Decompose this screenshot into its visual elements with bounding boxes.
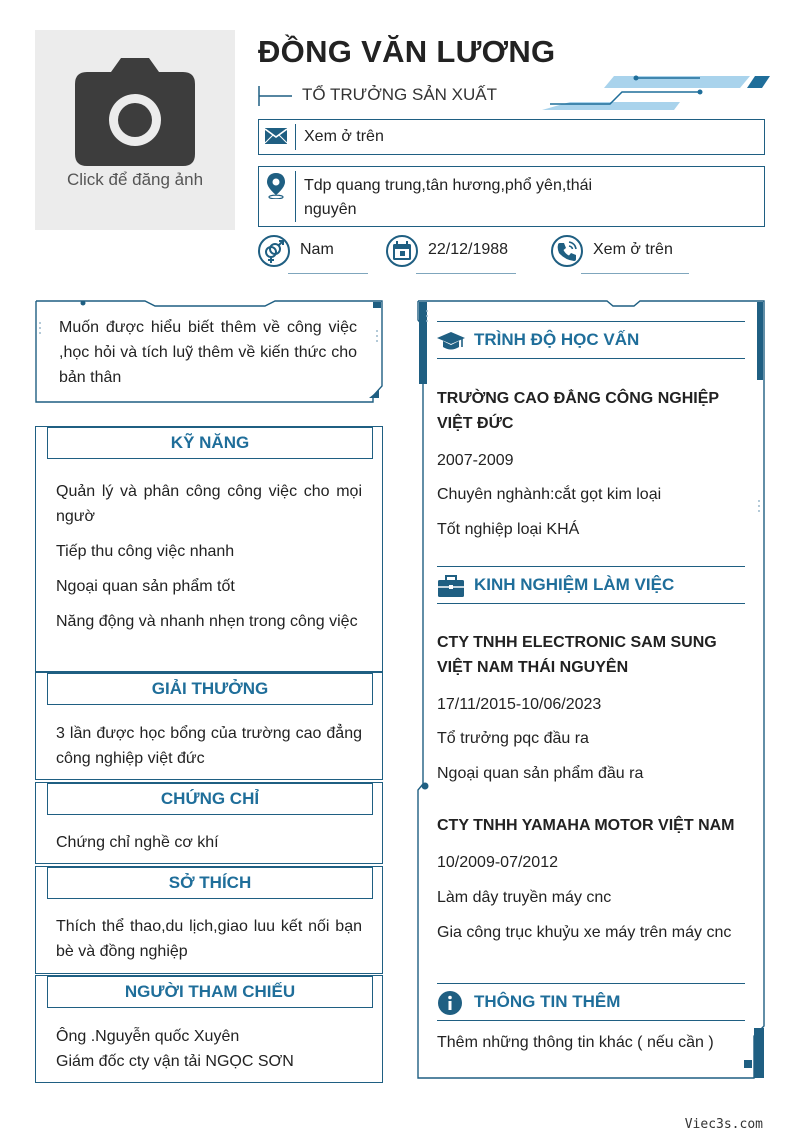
email-field[interactable] [258,119,765,155]
phone-icon-circle [551,235,583,267]
address-separator [295,171,296,222]
avatar-placeholder[interactable] [35,30,235,230]
job-title: TỔ TRƯỞNG SẢN XUẤT [302,85,498,104]
objective-text: Muốn được hiểu biết thêm về công việc ,học hỏi và tích luỹ thêm về kiến thức cho bản thân [59,319,357,386]
list-item: Chứng chỉ nghề cơ khí [56,834,219,851]
gender-value: Nam [300,241,334,258]
birthday-field[interactable] [386,235,521,275]
info-icon [437,990,465,1016]
experience-header [437,566,745,604]
email-value: Xem ở trên [304,128,384,145]
awards-list [56,721,362,771]
reference-line: Giám đốc cty vận tải NGỌC SƠN [56,1053,294,1070]
hobbies-list [56,914,362,964]
list-item: Tiếp thu công việc nhanh [56,543,235,560]
job-period: 10/2009-07/2012 [437,854,558,871]
experience-title: KINH NGHIỆM LÀM VIỆC [474,575,675,594]
extra-info-title: THÔNG TIN THÊM [474,992,621,1011]
phone-value: Xem ở trên [593,241,673,258]
awards-section [35,672,383,780]
references-title: NGƯỜI THAM CHIẾU [47,976,373,1008]
photo-caption: Click để đăng ảnh [66,170,204,189]
header-circuit-decoration [540,74,770,114]
certificates-title: CHỨNG CHỈ [47,783,373,815]
certificates-list [56,830,362,855]
awards-title: GIẢI THƯỞNG [47,673,373,705]
education-grade: Tốt nghiệp loại KHÁ [437,521,580,538]
list-item: Thích thể thao,du lịch,giao luu kết nối bạn bè và đồng nghiệp [56,918,362,960]
job-detail: Tổ trưởng pqc đầu ra [437,730,589,747]
list-item: Quản lý và phân công công việc cho mọi ngườ [56,483,362,525]
birthday-value: 22/12/1988 [428,241,509,258]
phone-field[interactable] [551,235,701,275]
list-item: Ngoại quan sản phẩm tốt [56,578,235,595]
education-period: 2007-2009 [437,452,514,469]
full-name: ĐỒNG VĂN LƯƠNG [258,34,556,69]
job-period: 17/11/2015-10/06/2023 [437,696,602,713]
list-item: Năng động và nhanh nhẹn trong công việc [56,613,358,630]
education-header [437,321,745,359]
references-list [56,1024,362,1074]
reference-line: Ông .Nguyễn quốc Xuyên [56,1028,240,1045]
skills-title: KỸ NĂNG [47,427,373,459]
job-detail: Gia công trục khuỷu xe máy trên máy cnc [437,924,732,941]
briefcase-icon [437,573,465,599]
email-icon [265,127,287,145]
gender-icon [260,237,288,265]
gender-icon-circle [258,235,290,267]
gender-field[interactable] [258,235,368,275]
title-line-decoration [258,86,292,106]
phone-underline [581,273,689,274]
address-value: Tdp quang trung,tân hương,phổ yên,thái nguyên [304,177,593,218]
references-section [35,975,383,1083]
footer-watermark: Viec3s.com [684,1117,763,1132]
list-item: 3 lần được học bổng của trường cao đẳng công nghiệp việt đức [56,725,362,767]
job-company: CTY TNHH ELECTRONIC SAM SUNG VIỆT NAM THÁI NGUYÊN [437,634,717,676]
extra-info-header [437,983,745,1021]
email-separator [295,124,296,150]
skills-section [35,426,383,672]
calendar-icon-circle [386,235,418,267]
job-detail: Ngoại quan sản phẩm đầu ra [437,765,644,782]
birthday-underline [416,273,516,274]
certificates-section [35,782,383,864]
graduation-cap-icon [437,328,465,354]
address-field[interactable] [258,166,765,227]
extra-info-text: Thêm những thông tin khác ( nếu cần ) [437,1034,714,1051]
calendar-icon [388,237,416,265]
location-pin-icon [266,173,286,199]
camera-icon [75,58,195,166]
job-company: CTY TNHH YAMAHA MOTOR VIỆT NAM [437,817,735,834]
phone-icon [553,237,581,265]
objective-card [35,300,383,403]
education-title: TRÌNH ĐỘ HỌC VẤN [474,330,640,349]
job-detail: Làm dây truyền máy cnc [437,889,612,906]
gender-underline [288,273,368,274]
education-major: Chuyên nghành:cắt gọt kim loại [437,486,662,503]
skills-list [56,479,362,644]
education-school: TRƯỜNG CAO ĐẲNG CÔNG NGHIỆP VIỆT ĐỨC [437,390,719,432]
hobbies-section [35,866,383,974]
hobbies-title: SỞ THÍCH [47,867,373,899]
